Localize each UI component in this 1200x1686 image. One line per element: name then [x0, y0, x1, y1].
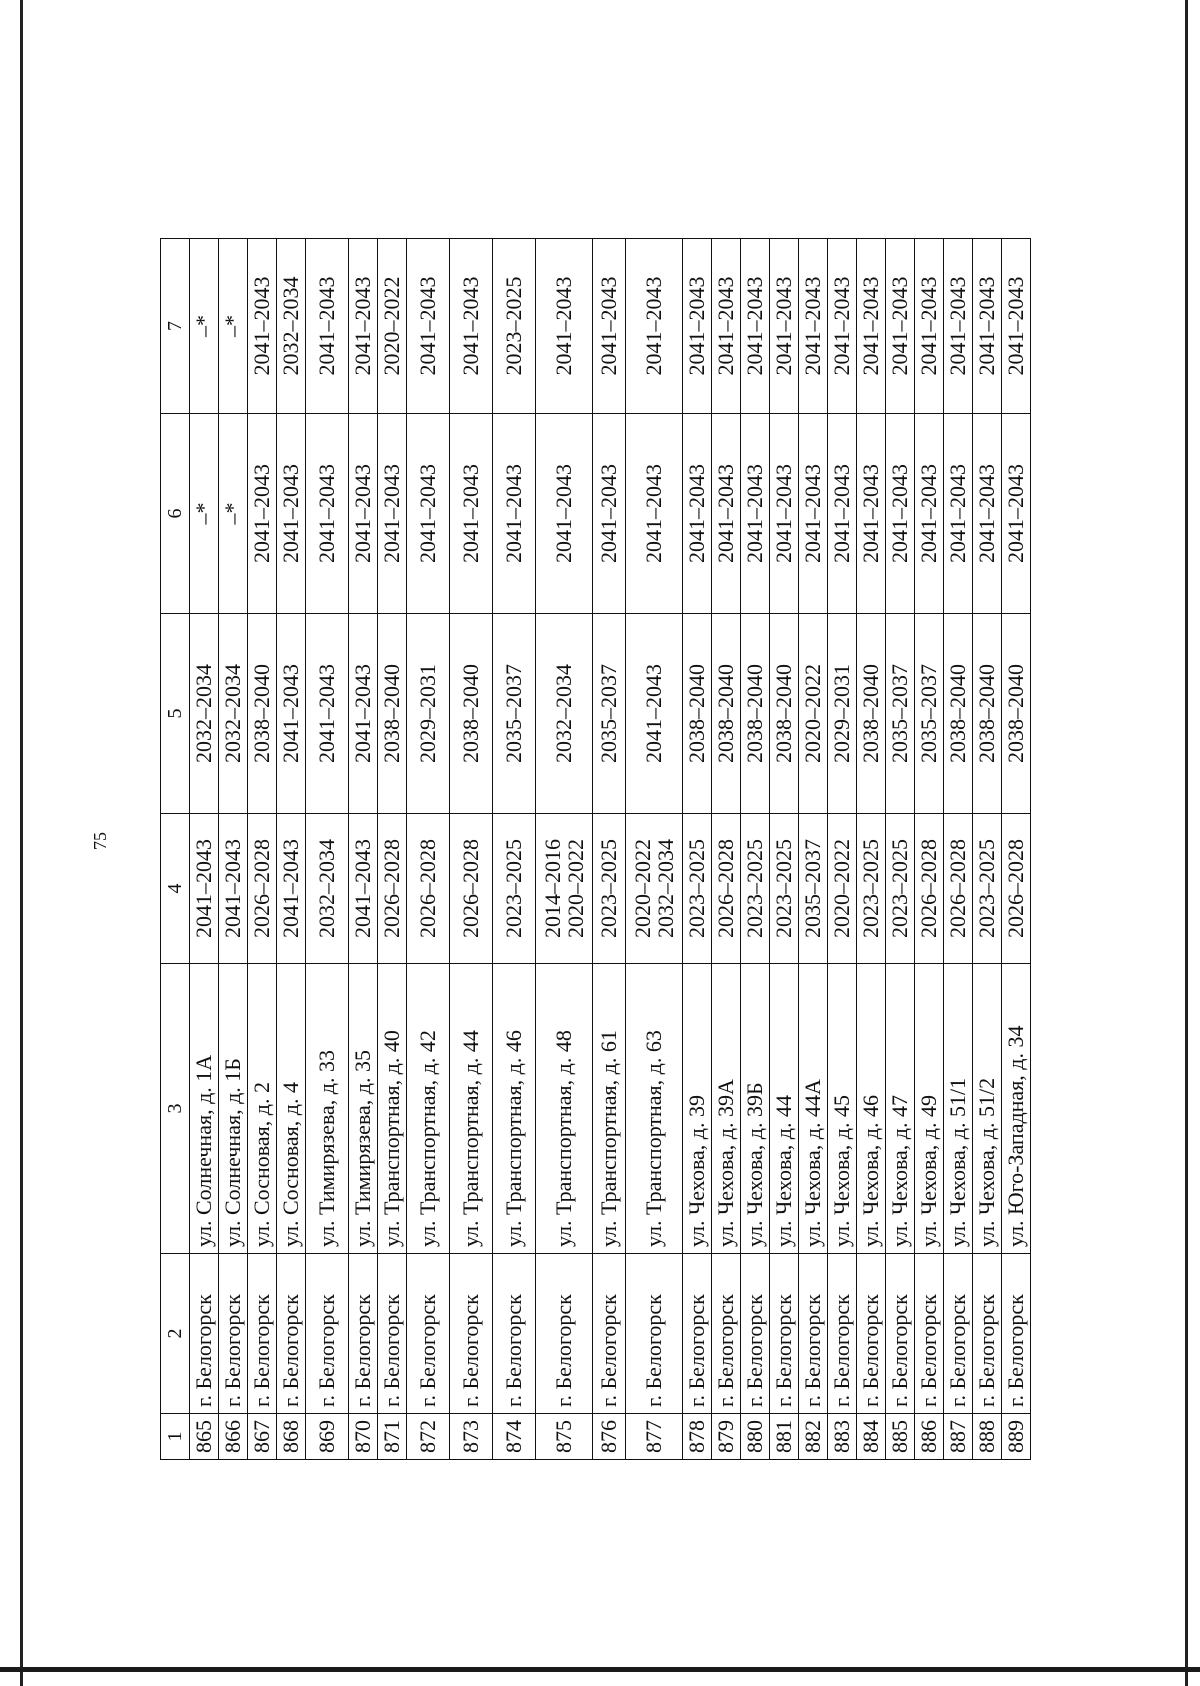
scan-edge-left: [20, 0, 23, 1686]
table-row: [593, 239, 626, 1460]
col5-cell: 2038–2040: [944, 614, 973, 814]
col4-cell: [248, 814, 277, 964]
col7-cell: 2041–2043: [915, 239, 944, 414]
col6-cell: 2041–2043: [306, 414, 349, 614]
city-cell: г. Белогорск: [973, 1254, 1002, 1414]
col7-cell: 2041–2043: [306, 239, 349, 414]
col4-cell: [493, 814, 536, 964]
col4-period: 2041–2043: [278, 839, 304, 938]
col4-cell: [1002, 814, 1031, 964]
table-row: [219, 239, 248, 1460]
table-row: [536, 239, 593, 1460]
row-number: 883: [828, 1414, 857, 1460]
column-header: 2: [161, 1254, 190, 1414]
col6-cell: 2041–2043: [536, 414, 593, 614]
col4-period: 2032–2034: [653, 839, 678, 938]
row-number: 870: [349, 1414, 378, 1460]
city-cell: г. Белогорск: [915, 1254, 944, 1414]
col5-cell: 2041–2043: [349, 614, 378, 814]
col7-cell: 2041–2043: [857, 239, 886, 414]
col5-cell: 2038–2040: [248, 614, 277, 814]
col7-cell: 2041–2043: [741, 239, 770, 414]
col4-period: 2023–2025: [974, 839, 1000, 938]
column-header: 1: [161, 1414, 190, 1460]
col6-cell: 2041–2043: [857, 414, 886, 614]
col4-period: 2020–2022: [563, 839, 588, 938]
col6-cell: 2041–2043: [944, 414, 973, 614]
col4-period: 2041–2043: [220, 839, 246, 938]
table-row: [915, 239, 944, 1460]
row-number: 882: [799, 1414, 828, 1460]
table-row: [626, 239, 683, 1460]
city-cell: г. Белогорск: [886, 1254, 915, 1414]
city-cell: г. Белогорск: [1002, 1254, 1031, 1414]
address-cell: ул. Транспортная, д. 48: [536, 964, 593, 1254]
table-row: [277, 239, 306, 1460]
address-cell: ул. Чехова, д. 44: [770, 964, 799, 1254]
row-number: 874: [493, 1414, 536, 1460]
page-number: 75: [90, 832, 110, 850]
col7-cell: –*: [219, 239, 248, 414]
row-number: 869: [306, 1414, 349, 1460]
address-cell: ул. Чехова, д. 39: [683, 964, 712, 1254]
col5-cell: 2038–2040: [683, 614, 712, 814]
col7-cell: 2041–2043: [626, 239, 683, 414]
col4-period: 2023–2025: [684, 839, 710, 938]
col4-cell: [799, 814, 828, 964]
col7-cell: 2041–2043: [593, 239, 626, 414]
col7-cell: 2041–2043: [450, 239, 493, 414]
col5-cell: 2038–2040: [1002, 614, 1031, 814]
col5-cell: 2035–2037: [886, 614, 915, 814]
col4-period: 2023–2025: [887, 839, 913, 938]
address-cell: ул. Чехова, д. 39А: [712, 964, 741, 1254]
col4-cell: [349, 814, 378, 964]
rotated-document-page: [90, 140, 1120, 1460]
col7-cell: 2041–2043: [799, 239, 828, 414]
address-cell: ул. Чехова, д. 49: [915, 964, 944, 1254]
address-cell: ул. Сосновая, д. 2: [248, 964, 277, 1254]
row-number: 865: [190, 1414, 219, 1460]
col4-cell: [450, 814, 493, 964]
col4-period: 2023–2025: [596, 839, 622, 938]
row-number: 881: [770, 1414, 799, 1460]
col5-cell: 2038–2040: [712, 614, 741, 814]
table-row: [1002, 239, 1031, 1460]
table-row: [349, 239, 378, 1460]
col5-cell: 2041–2043: [306, 614, 349, 814]
col4-cell: [741, 814, 770, 964]
col4-period: 2035–2037: [800, 839, 826, 938]
city-cell: г. Белогорск: [407, 1254, 450, 1414]
city-cell: г. Белогорск: [378, 1254, 407, 1414]
table-row: [190, 239, 219, 1460]
col4-period: 2026–2028: [458, 839, 484, 938]
col5-cell: 2041–2043: [626, 614, 683, 814]
city-cell: г. Белогорск: [450, 1254, 493, 1414]
col4-cell: [828, 814, 857, 964]
col4-period: 2026–2028: [916, 839, 942, 938]
col6-cell: 2041–2043: [450, 414, 493, 614]
col5-cell: 2020–2022: [799, 614, 828, 814]
col6-cell: 2041–2043: [349, 414, 378, 614]
col6-cell: 2041–2043: [407, 414, 450, 614]
city-cell: г. Белогорск: [248, 1254, 277, 1414]
col7-cell: –*: [190, 239, 219, 414]
col4-cell: [915, 814, 944, 964]
city-cell: г. Белогорск: [190, 1254, 219, 1414]
col4-period: 2023–2025: [742, 839, 768, 938]
address-cell: ул. Солнечная, д. 1Б: [219, 964, 248, 1254]
col7-cell: 2041–2043: [683, 239, 712, 414]
row-number: 873: [450, 1414, 493, 1460]
address-cell: ул. Транспортная, д. 44: [450, 964, 493, 1254]
table-row: [378, 239, 407, 1460]
col6-cell: 2041–2043: [378, 414, 407, 614]
column-header: 7: [161, 239, 190, 414]
row-number: 889: [1002, 1414, 1031, 1460]
col5-cell: 2032–2034: [219, 614, 248, 814]
col6-cell: 2041–2043: [683, 414, 712, 614]
table-row: [407, 239, 450, 1460]
table-row: [944, 239, 973, 1460]
address-cell: ул. Сосновая, д. 4: [277, 964, 306, 1254]
col7-cell: 2041–2043: [407, 239, 450, 414]
col4-cell: [857, 814, 886, 964]
col5-cell: 2035–2037: [915, 614, 944, 814]
col7-cell: 2023–2025: [493, 239, 536, 414]
city-cell: г. Белогорск: [857, 1254, 886, 1414]
address-cell: ул. Тимирязева, д. 33: [306, 964, 349, 1254]
col4-period: 2026–2028: [379, 839, 405, 938]
row-number: 868: [277, 1414, 306, 1460]
col7-cell: 2041–2043: [944, 239, 973, 414]
column-header: 6: [161, 414, 190, 614]
city-cell: г. Белогорск: [536, 1254, 593, 1414]
col6-cell: 2041–2043: [493, 414, 536, 614]
column-header: 4: [161, 814, 190, 964]
row-number: 867: [248, 1414, 277, 1460]
col4-period: 2020–2022: [829, 839, 855, 938]
table-row: [886, 239, 915, 1460]
city-cell: г. Белогорск: [712, 1254, 741, 1414]
address-cell: ул. Транспортная, д. 63: [626, 964, 683, 1254]
col4-cell: [973, 814, 1002, 964]
table-row: [973, 239, 1002, 1460]
col4-cell: [219, 814, 248, 964]
col6-cell: –*: [190, 414, 219, 614]
row-number: 871: [378, 1414, 407, 1460]
city-cell: г. Белогорск: [306, 1254, 349, 1414]
col5-cell: 2029–2031: [828, 614, 857, 814]
city-cell: г. Белогорск: [277, 1254, 306, 1414]
table-row: [683, 239, 712, 1460]
col6-cell: 2041–2043: [886, 414, 915, 614]
col5-cell: 2038–2040: [770, 614, 799, 814]
col7-cell: 2020–2022: [378, 239, 407, 414]
col7-cell: 2041–2043: [828, 239, 857, 414]
row-number: 866: [219, 1414, 248, 1460]
address-cell: ул. Чехова, д. 47: [886, 964, 915, 1254]
city-cell: г. Белогорск: [799, 1254, 828, 1414]
col4-cell: [536, 814, 593, 964]
row-number: 876: [593, 1414, 626, 1460]
col6-cell: 2041–2043: [828, 414, 857, 614]
row-number: 887: [944, 1414, 973, 1460]
address-cell: ул. Транспортная, д. 42: [407, 964, 450, 1254]
row-number: 878: [683, 1414, 712, 1460]
col7-cell: 2032–2034: [277, 239, 306, 414]
table-row: [712, 239, 741, 1460]
table-row: [493, 239, 536, 1460]
table-header-row: [161, 239, 190, 1460]
col4-period: 2014–2016: [539, 839, 565, 938]
housing-repair-schedule-table: [160, 238, 1031, 1460]
city-cell: г. Белогорск: [683, 1254, 712, 1414]
table-row: [828, 239, 857, 1460]
col4-period: 2041–2043: [350, 839, 376, 938]
col7-cell: 2041–2043: [349, 239, 378, 414]
row-number: 886: [915, 1414, 944, 1460]
col4-period: 2026–2028: [415, 839, 441, 938]
col7-cell: 2041–2043: [536, 239, 593, 414]
col5-cell: 2038–2040: [857, 614, 886, 814]
scan-edge-bottom: [0, 1667, 1200, 1672]
col5-cell: 2038–2040: [450, 614, 493, 814]
column-header: 5: [161, 614, 190, 814]
col4-cell: [770, 814, 799, 964]
table-row: [799, 239, 828, 1460]
col4-period: 2032–2034: [314, 839, 340, 938]
col4-cell: [306, 814, 349, 964]
col4-cell: [593, 814, 626, 964]
col5-cell: 2032–2034: [190, 614, 219, 814]
col4-period: 2026–2028: [945, 839, 971, 938]
col7-cell: 2041–2043: [1002, 239, 1031, 414]
col4-cell: [407, 814, 450, 964]
col4-cell: [378, 814, 407, 964]
col6-cell: 2041–2043: [593, 414, 626, 614]
city-cell: г. Белогорск: [219, 1254, 248, 1414]
address-cell: ул. Чехова, д. 39Б: [741, 964, 770, 1254]
col4-period: 2026–2028: [249, 839, 275, 938]
col4-cell: [190, 814, 219, 964]
col7-cell: 2041–2043: [712, 239, 741, 414]
col6-cell: 2041–2043: [770, 414, 799, 614]
col6-cell: 2041–2043: [973, 414, 1002, 614]
col5-cell: 2029–2031: [407, 614, 450, 814]
address-cell: ул. Тимирязева, д. 35: [349, 964, 378, 1254]
col5-cell: 2038–2040: [378, 614, 407, 814]
row-number: 880: [741, 1414, 770, 1460]
col7-cell: 2041–2043: [886, 239, 915, 414]
address-cell: ул. Чехова, д. 44А: [799, 964, 828, 1254]
col4-cell: [712, 814, 741, 964]
city-cell: г. Белогорск: [493, 1254, 536, 1414]
col4-period: 2023–2025: [771, 839, 797, 938]
col4-period: 2041–2043: [191, 839, 217, 938]
col4-cell: [277, 814, 306, 964]
city-cell: г. Белогорск: [770, 1254, 799, 1414]
col6-cell: 2041–2043: [712, 414, 741, 614]
col6-cell: –*: [219, 414, 248, 614]
col7-cell: 2041–2043: [770, 239, 799, 414]
address-cell: ул. Юго-Западная, д. 34: [1002, 964, 1031, 1254]
column-header: 3: [161, 964, 190, 1254]
address-cell: ул. Чехова, д. 46: [857, 964, 886, 1254]
city-cell: г. Белогорск: [626, 1254, 683, 1414]
col4-period: 2026–2028: [713, 839, 739, 938]
address-cell: ул. Транспортная, д. 40: [378, 964, 407, 1254]
row-number: 884: [857, 1414, 886, 1460]
city-cell: г. Белогорск: [828, 1254, 857, 1414]
col6-cell: 2041–2043: [277, 414, 306, 614]
row-number: 872: [407, 1414, 450, 1460]
address-cell: ул. Чехова, д. 45: [828, 964, 857, 1254]
col7-cell: 2041–2043: [973, 239, 1002, 414]
city-cell: г. Белогорск: [741, 1254, 770, 1414]
row-number: 875: [536, 1414, 593, 1460]
table-row: [857, 239, 886, 1460]
table-row: [770, 239, 799, 1460]
row-number: 885: [886, 1414, 915, 1460]
col6-cell: 2041–2043: [741, 414, 770, 614]
address-cell: ул. Солнечная, д. 1А: [190, 964, 219, 1254]
col4-period: 2023–2025: [858, 839, 884, 938]
table-row: [741, 239, 770, 1460]
col6-cell: 2041–2043: [915, 414, 944, 614]
col5-cell: 2041–2043: [277, 614, 306, 814]
col6-cell: 2041–2043: [799, 414, 828, 614]
col6-cell: 2041–2043: [1002, 414, 1031, 614]
city-cell: г. Белогорск: [349, 1254, 378, 1414]
city-cell: г. Белогорск: [944, 1254, 973, 1414]
col7-cell: 2041–2043: [248, 239, 277, 414]
address-cell: ул. Чехова, д. 51/1: [944, 964, 973, 1254]
col4-period: 2023–2025: [501, 839, 527, 938]
row-number: 888: [973, 1414, 1002, 1460]
col5-cell: 2038–2040: [973, 614, 1002, 814]
col4-cell: [683, 814, 712, 964]
address-cell: ул. Транспортная, д. 46: [493, 964, 536, 1254]
address-cell: ул. Транспортная, д. 61: [593, 964, 626, 1254]
col5-cell: 2038–2040: [741, 614, 770, 814]
col6-cell: 2041–2043: [248, 414, 277, 614]
table-body: [190, 239, 1031, 1460]
table-row: [248, 239, 277, 1460]
city-cell: г. Белогорск: [593, 1254, 626, 1414]
scan-edge-right: [1185, 0, 1188, 1686]
col5-cell: 2035–2037: [593, 614, 626, 814]
table-row: [450, 239, 493, 1460]
col5-cell: 2035–2037: [493, 614, 536, 814]
row-number: 879: [712, 1414, 741, 1460]
col5-cell: 2032–2034: [536, 614, 593, 814]
col4-period: 2026–2028: [1003, 839, 1029, 938]
row-number: 877: [626, 1414, 683, 1460]
col4-period: 2020–2022: [629, 839, 655, 938]
address-cell: ул. Чехова, д. 51/2: [973, 964, 1002, 1254]
table-row: [306, 239, 349, 1460]
col4-cell: [626, 814, 683, 964]
col6-cell: 2041–2043: [626, 414, 683, 614]
col4-cell: [944, 814, 973, 964]
col4-cell: [886, 814, 915, 964]
